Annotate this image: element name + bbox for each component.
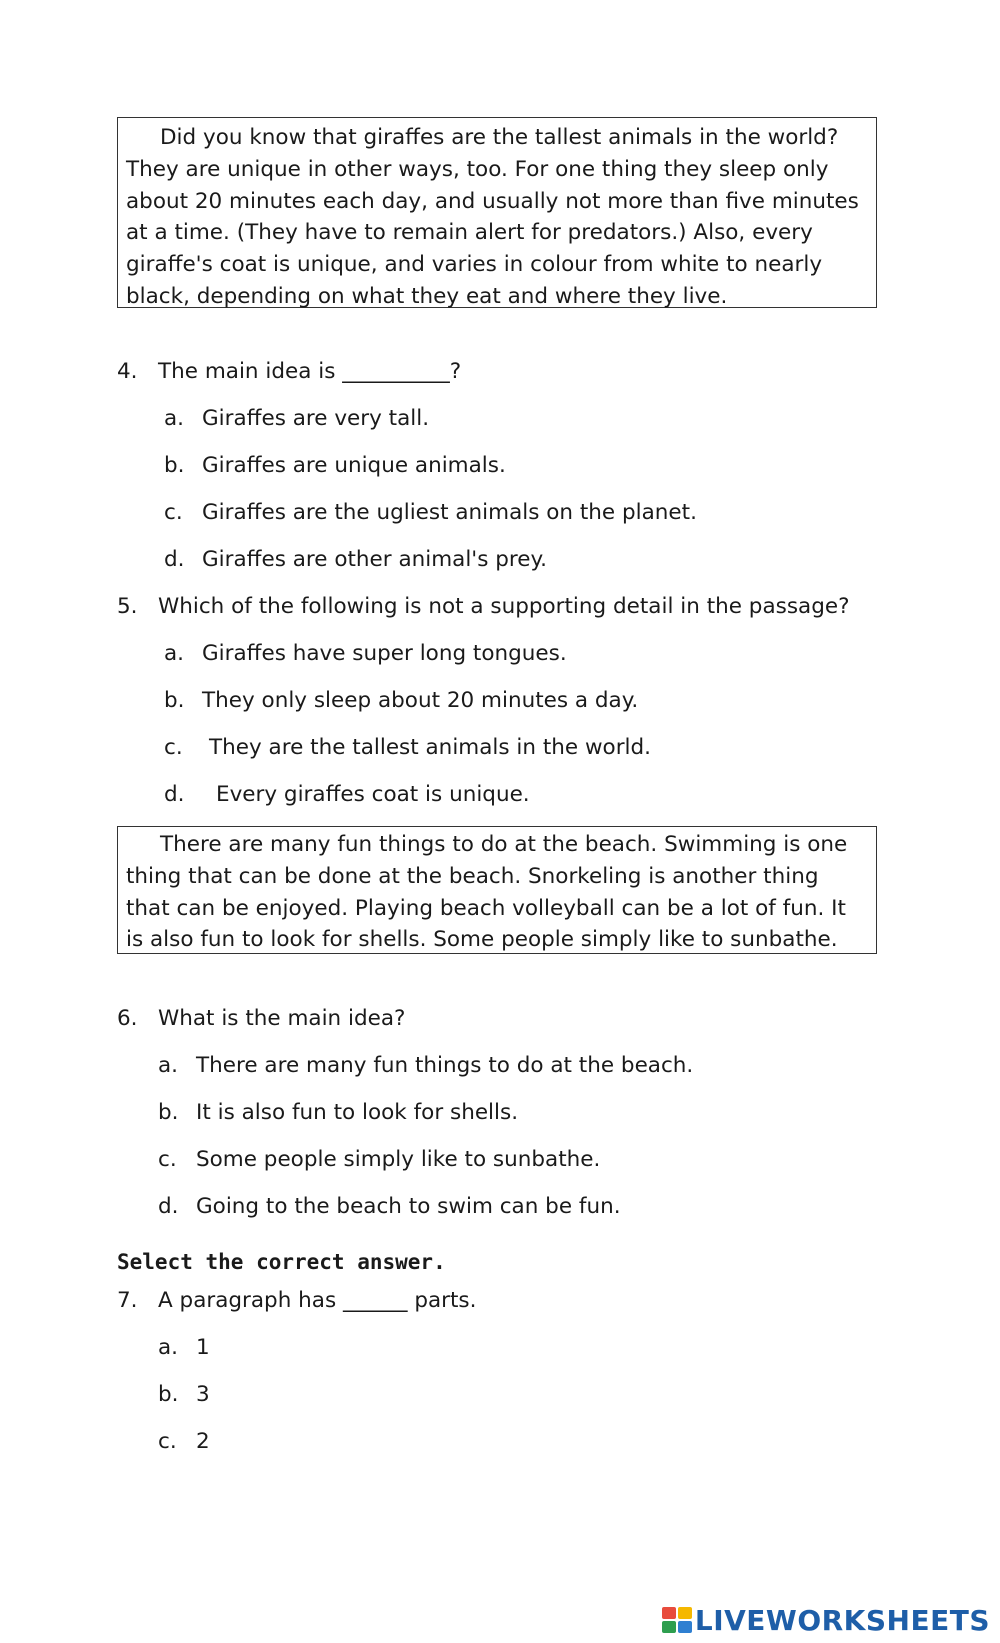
option-text: 2	[196, 1429, 210, 1454]
question-number: 5.	[117, 594, 138, 619]
beach-passage-text: There are many fun things to do at the beach. Swimming is one thing that can be done at the beach. Snorkeling is another thing that can be enjoyed. Playing beach volleyball can be a lot of fun. It is also fun to look for shells. Some people simply like to sunbathe.	[126, 832, 848, 953]
question-number: 7.	[117, 1288, 138, 1313]
option-letter: c.	[158, 1147, 177, 1172]
giraffe-passage-box	[117, 117, 877, 308]
option-letter: c.	[164, 500, 183, 525]
q7-option-c[interactable]	[158, 1427, 210, 1457]
question-text: Which of the following is not a supporting detail in the passage?	[158, 594, 850, 619]
option-text: Giraffes are the ugliest animals on the planet.	[202, 500, 697, 525]
option-text: Every giraffes coat is unique.	[216, 782, 530, 807]
beach-passage-box	[117, 826, 877, 954]
option-text: Giraffes are other animal's prey.	[202, 547, 547, 572]
logo-mark-icon	[662, 1607, 692, 1633]
option-text: Giraffes have super long tongues.	[202, 641, 567, 666]
option-letter: c.	[164, 735, 183, 760]
q7-option-a[interactable]	[158, 1333, 210, 1363]
option-letter: d.	[158, 1194, 179, 1219]
q5-option-b[interactable]	[164, 686, 638, 716]
option-letter: a.	[164, 641, 185, 666]
option-letter: a.	[158, 1053, 179, 1078]
question-text: The main idea is __________?	[158, 359, 462, 384]
option-letter: d.	[164, 782, 185, 807]
question-4	[117, 357, 461, 387]
option-letter: b.	[158, 1100, 179, 1125]
option-letter: d.	[164, 547, 185, 572]
question-5	[117, 592, 850, 622]
question-text: What is the main idea?	[158, 1006, 406, 1031]
option-text: Some people simply like to sunbathe.	[196, 1147, 601, 1172]
liveworksheets-logo[interactable]	[662, 1603, 990, 1637]
option-text: They are the tallest animals in the world.	[209, 735, 651, 760]
option-text: Going to the beach to swim can be fun.	[196, 1194, 621, 1219]
option-text: 3	[196, 1382, 210, 1407]
question-6	[117, 1004, 405, 1034]
q5-option-c[interactable]	[164, 733, 651, 763]
option-letter: b.	[158, 1382, 179, 1407]
q5-option-d[interactable]	[164, 780, 530, 810]
question-number: 4.	[117, 359, 138, 384]
option-letter: b.	[164, 688, 185, 713]
option-text: Giraffes are unique animals.	[202, 453, 506, 478]
logo-square-green	[662, 1621, 676, 1633]
q6-option-d[interactable]	[158, 1192, 621, 1222]
q7-option-b[interactable]	[158, 1380, 210, 1410]
instruction-heading: Select the correct answer.	[117, 1250, 446, 1274]
question-text: A paragraph has ______ parts.	[158, 1288, 477, 1313]
q6-option-b[interactable]	[158, 1098, 518, 1128]
q4-option-d[interactable]	[164, 545, 547, 575]
logo-square-red	[662, 1607, 676, 1619]
q6-option-c[interactable]	[158, 1145, 600, 1175]
option-letter: a.	[164, 406, 185, 431]
option-text: There are many fun things to do at the beach.	[196, 1053, 694, 1078]
giraffe-passage-text: Did you know that giraffes are the tallest animals in the world? They are unique in other ways, too. For one thing they sleep only about 20 minutes each day, and usually not more than five minutes at a time. (They have to remain alert for predators.) Also, every giraffe's coat is unique, and varies in colour from white to nearly black, depending on what they eat and where they live.	[126, 125, 859, 309]
question-number: 6.	[117, 1006, 138, 1031]
option-text: 1	[196, 1335, 210, 1360]
option-text: It is also fun to look for shells.	[196, 1100, 519, 1125]
option-text: They only sleep about 20 minutes a day.	[202, 688, 639, 713]
option-letter: b.	[164, 453, 185, 478]
logo-square-blue	[678, 1621, 692, 1633]
q4-option-b[interactable]	[164, 451, 506, 481]
option-letter: c.	[158, 1429, 177, 1454]
q5-option-a[interactable]	[164, 639, 567, 669]
brand-name: LIVEWORKSHEETS	[694, 1603, 990, 1637]
question-7	[117, 1286, 476, 1316]
q4-option-a[interactable]	[164, 404, 429, 434]
q4-option-c[interactable]	[164, 498, 697, 528]
option-letter: a.	[158, 1335, 179, 1360]
q6-option-a[interactable]	[158, 1051, 693, 1081]
logo-square-yellow	[678, 1607, 692, 1619]
option-text: Giraffes are very tall.	[202, 406, 430, 431]
